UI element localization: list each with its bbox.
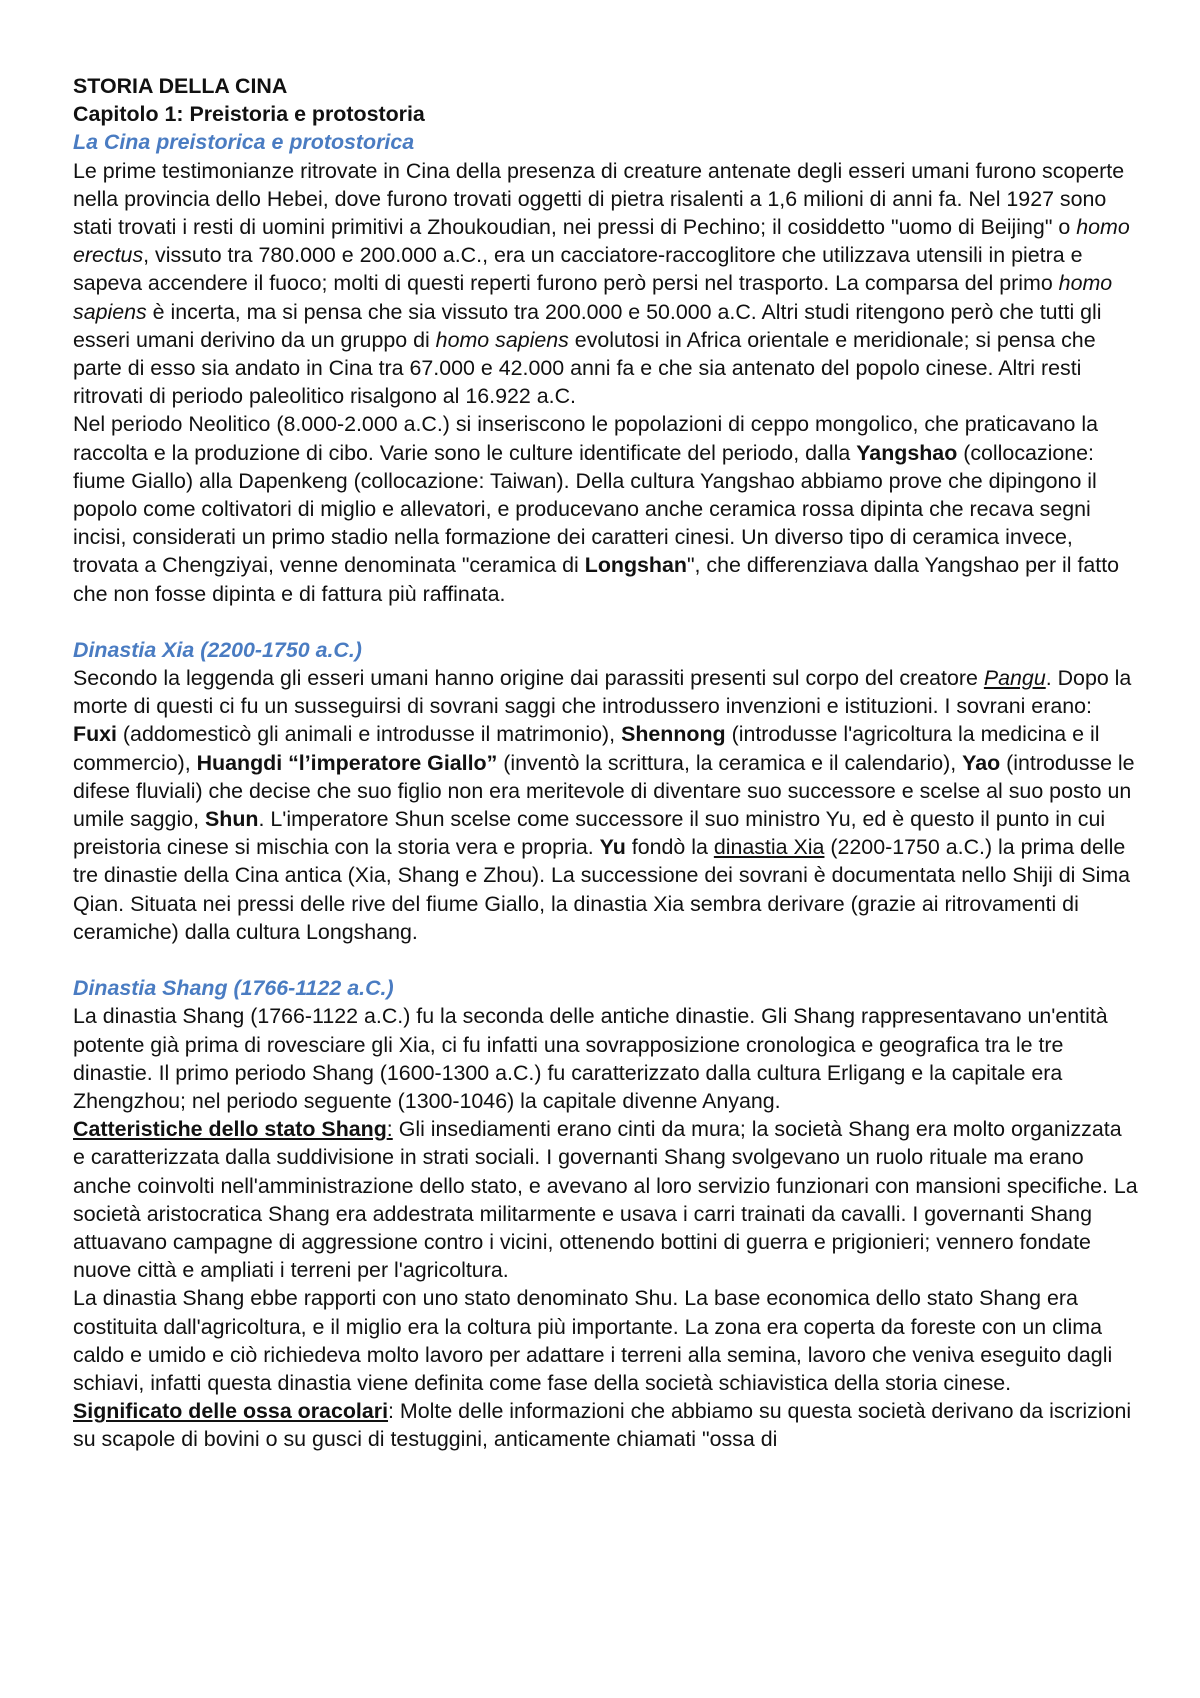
bold-text: Catteristiche dello stato Shang — [73, 1117, 387, 1142]
text-run: Nel periodo Neolitico (8.000-2.000 a.C.) si inseriscono le popolazioni di ceppo mongolico, che praticavano la raccolta e la produzione di cibo. Varie sono le culture identificate del periodo, dalla — [73, 412, 1098, 465]
body-paragraph — [73, 1002, 1138, 1115]
text-run: . L'imperatore Shun scelse come successore il suo ministro Yu, ed è questo il punto in cui preistoria cinese si mischia con la storia vera e propria. — [73, 807, 1106, 860]
text-run: ", che differenziava dalla Yangshao per il fatto che non fosse dipinta e di fattura più raffinata. — [73, 553, 1120, 606]
bold-text: Shennong — [621, 722, 726, 747]
italic-text: homo sapiens — [435, 327, 569, 352]
section-heading: Dinastia Shang (1766-1122 a.C.) — [73, 976, 394, 1001]
italic-text: Pangu — [983, 666, 1046, 691]
text-run: , vissuto tra 780.000 e 200.000 a.C., era un cacciatore-raccoglitore che utilizzava utensili in pietra e sapeva accendere il fuoco; molti di questi reperti furono però persi nel trasporto. La comparsa del primo — [73, 243, 1083, 296]
text-run: Le prime testimonianze ritrovate in Cina della presenza di creature antenate degli esseri umani furono scoperte nella provincia dello Hebei, dove furono trovati oggetti di pietra risalenti a 1,6 milioni di anni fa. Nel 1927 sono stati trovati i resti di uomini primitivi a Zhoukoudian, nei pressi di Pechino; il cosiddetto "uomo di Beijing" o — [73, 158, 1125, 240]
text-run: è incerta, ma si pensa che sia vissuto tra 200.000 e 50.000 a.C. Altri studi ritengono però che tutti gli esseri umani derivino da un gruppo di — [73, 299, 1102, 352]
section-dinastia-shang — [73, 974, 1138, 1453]
body-paragraph — [73, 1284, 1138, 1397]
text-run: (addomesticò gli animali e introdusse il matrimonio), — [116, 722, 622, 747]
body-paragraph — [73, 157, 1138, 411]
section-preistoria — [73, 128, 1138, 607]
document-title: STORIA DELLA CINA — [73, 74, 288, 98]
body-paragraph — [73, 1397, 1138, 1453]
text-run: . Dopo la morte di questi ci fu un susseguirsi di sovrani saggi che introdussero invenzioni e istituzioni. I sovrani erano: — [73, 666, 1132, 719]
italic-text: homo sapiens — [73, 271, 1113, 324]
section-heading: La Cina preistorica e protostorica — [73, 130, 415, 155]
text-run: La dinastia Shang ebbe rapporti con uno stato denominato Shu. La base economica dello stato Shang era costituita dall'agricoltura, e il miglio era la coltura più importante. La zona era coperta da foreste con un clima caldo e umido e ciò richiedeva molto lavoro per adattare i terreni alla semina, lavoro che veniva eseguito dagli schiavi, infatti questa dinastia viene definita come fase della società schiavistica della storia cinese. — [73, 1286, 1113, 1395]
text-run: La dinastia Shang (1766-1122 a.C.) fu la seconda delle antiche dinastie. Gli Shang rappresentavano un'entità potente già prima di rovesciare gli Xia, ci fu infatti una sovrapposizione cronologica e geografica tra le tre dinastie. Il primo periodo Shang (1600-1300 a.C.) fu caratterizzato dalla cultura Erligang e la capitale era Zhengzhou; nel periodo seguente (1300-1046) la capitale divenne Anyang. — [73, 1004, 1108, 1113]
bold-text: Yao — [962, 750, 1001, 775]
document-page — [73, 72, 1138, 1454]
chapter-heading: Capitolo 1: Preistoria e protostoria — [73, 102, 425, 127]
text-run: Gli insediamenti erano cinti da mura; la società Shang era molto organizzata e caratterizzata dalla suddivisione in strati sociali. I governanti Shang svolgevano un ruolo rituale ma erano anche coinvolti nell'amministrazione dello stato, e avevano al loro servizio funzionari con mansioni specifiche. La società aristocratica Shang era addestrata militarmente e usava i carri trainati da cavalli. I governanti Shang attuavano campagne di aggressione contro i vicini, ottenendo bottini di guerra e prigionieri; vennero fondate nuove città e ampliati i terreni per l'agricoltura. — [73, 1117, 1138, 1283]
underlined-text: dinastia Xia — [713, 835, 825, 860]
text-run: fondò la — [625, 835, 714, 860]
text-run: Secondo la leggenda gli esseri umani hanno origine dai parassiti presenti sul corpo del creatore — [73, 666, 984, 691]
underlined-text: : — [386, 1117, 393, 1142]
body-paragraph — [73, 1115, 1138, 1284]
bold-text: Huangdi “l’imperatore Giallo” — [196, 750, 498, 775]
text-run: (inventò la scrittura, la ceramica e il calendario), — [497, 750, 963, 775]
body-paragraph — [73, 664, 1138, 946]
bold-text: Significato delle ossa oracolari — [73, 1399, 389, 1424]
section-heading: Dinastia Xia (2200-1750 a.C.) — [73, 637, 362, 662]
section-dinastia-xia — [73, 636, 1138, 946]
text-run: evolutosi in Africa orientale e meridionale; si pensa che parte di esso sia andato in Cina tra 67.000 e 42.000 anni fa e che sia antenato del popolo cinese. Altri resti ritrovati di periodo paleolitico risalgono al 16.922 a.C. — [73, 327, 1096, 409]
text-run: (collocazione: fiume Giallo) alla Dapenkeng (collocazione: Taiwan). Della cultura Yangshao abbiamo prove che dipingono il popolo come coltivatori di miglio e allevatori, e producevano anche ceramica rossa dipinta che recava segni incisi, considerati un primo stadio nella formazione dei caratteri cinesi. Un diverso tipo di ceramica invece, trovata a Chengziyai, venne denominata "ceramica di — [73, 440, 1097, 578]
body-paragraph — [73, 410, 1138, 607]
bold-text: Fuxi — [73, 722, 117, 747]
italic-text: homo erectus — [73, 215, 1130, 268]
text-run: (2200-1750 a.C.) la prima delle tre dinastie della Cina antica (Xia, Shang e Zhou). La successione dei sovrani è documentata nello Shiji di Sima Qian. Situata nei pressi delle rive del fiume Giallo, la dinastia Xia sembra derivare (grazie ai ritrovamenti di ceramiche) dalla cultura Longshang. — [73, 835, 1131, 944]
bold-text: Yu — [599, 835, 626, 860]
bold-text: Yangshao — [856, 440, 958, 465]
bold-text: Shun — [204, 807, 259, 832]
text-run: (introdusse le difese fluviali) che decise che suo figlio non era meritevole di diventare suo successore e scelse al suo posto un umile saggio, — [73, 750, 1135, 832]
text-run: (introdusse l'agricoltura la medicina e il commercio), — [73, 722, 1100, 775]
text-run: : Molte delle informazioni che abbiamo su questa società derivano da iscrizioni su scapole di bovini o su gusci di testuggini, anticamente chiamati "ossa di — [73, 1399, 1132, 1452]
bold-text: Longshan — [584, 553, 687, 578]
